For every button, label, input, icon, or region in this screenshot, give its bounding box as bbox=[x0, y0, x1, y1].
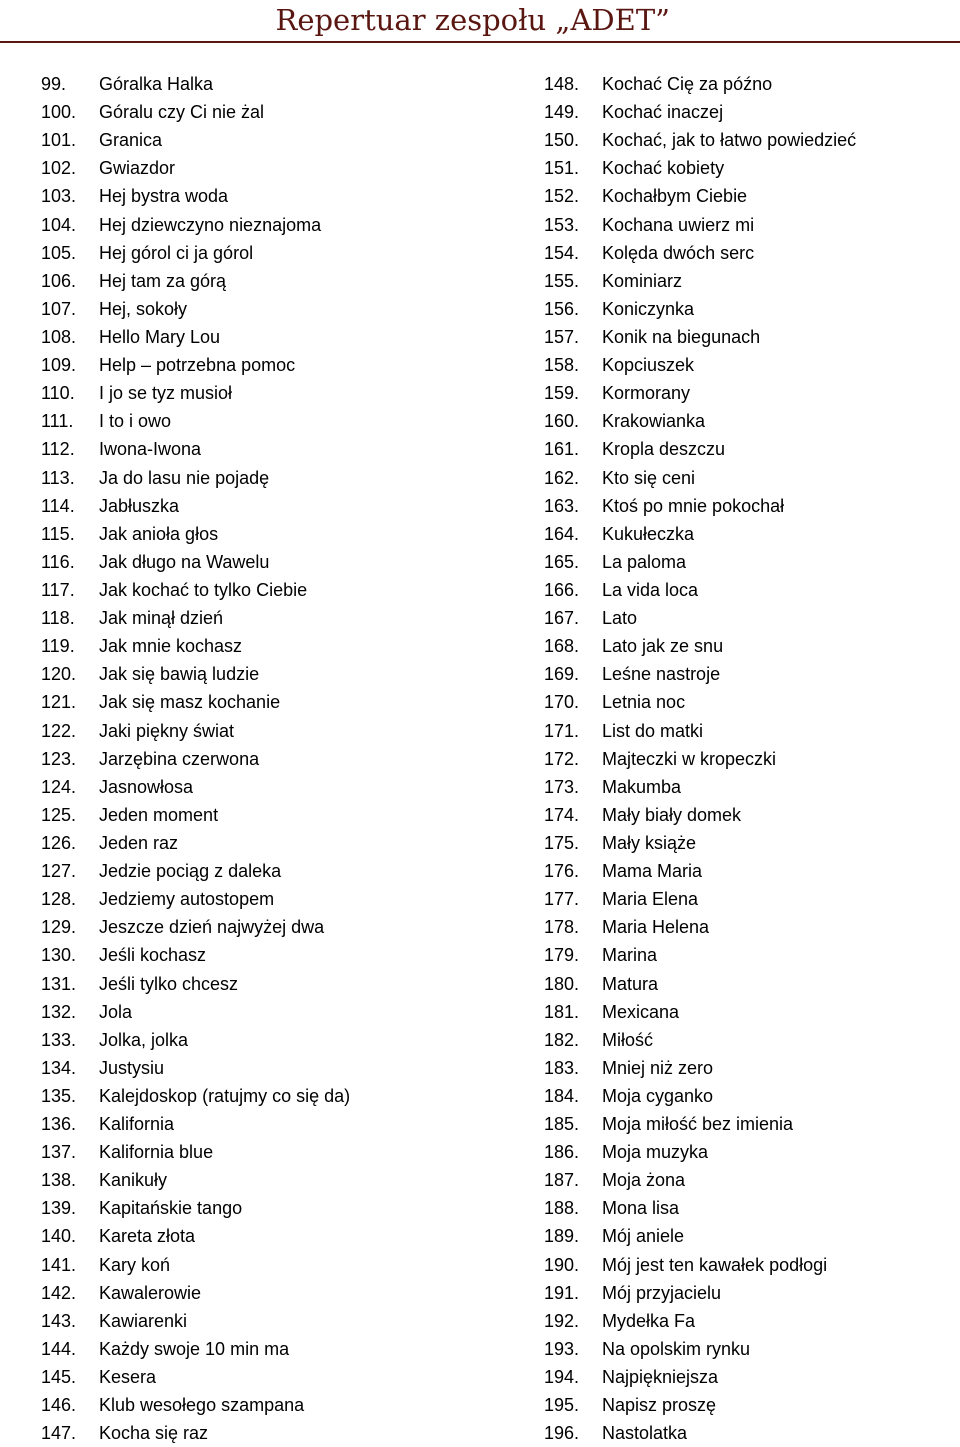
song-number: 171. bbox=[544, 720, 580, 741]
list-item bbox=[544, 1194, 856, 1222]
list-item bbox=[41, 745, 350, 773]
list-item bbox=[544, 857, 856, 885]
song-title: Miłość bbox=[602, 1029, 654, 1050]
song-title: Na opolskim rynku bbox=[602, 1338, 751, 1359]
song-number: 126. bbox=[41, 832, 77, 853]
song-title: Kary koń bbox=[99, 1254, 171, 1275]
list-item bbox=[41, 98, 350, 126]
song-title: Hej, sokoły bbox=[99, 298, 188, 319]
song-title: Majteczki w kropeczki bbox=[602, 748, 777, 769]
song-number: 138. bbox=[41, 1170, 77, 1191]
song-number: 166. bbox=[544, 579, 580, 600]
song-title: Konik na biegunach bbox=[602, 326, 761, 347]
song-number: 128. bbox=[41, 889, 77, 910]
list-item bbox=[544, 407, 856, 435]
song-title: Ja do lasu nie pojadę bbox=[99, 467, 270, 488]
song-number: 110. bbox=[41, 383, 75, 404]
song-title: Jak minął dzień bbox=[99, 608, 224, 629]
song-number: 99. bbox=[41, 74, 67, 94]
list-item bbox=[41, 717, 350, 745]
list-item bbox=[544, 576, 856, 604]
song-title: Hej górol ci ja górol bbox=[99, 242, 254, 263]
song-title: Kawiarenki bbox=[99, 1310, 188, 1331]
song-title: Góralka Halka bbox=[99, 74, 214, 94]
song-title: Hej dziewczyno nieznajoma bbox=[99, 214, 322, 235]
song-number: 151. bbox=[544, 158, 580, 179]
list-item bbox=[41, 688, 350, 716]
song-number: 140. bbox=[41, 1226, 77, 1247]
song-number: 172. bbox=[544, 748, 580, 769]
list-item bbox=[544, 435, 856, 463]
song-title: La vida loca bbox=[602, 579, 699, 600]
list-item bbox=[544, 98, 856, 126]
song-title: Lato bbox=[602, 608, 638, 629]
song-number: 167. bbox=[544, 608, 580, 629]
song-number: 154. bbox=[544, 242, 580, 263]
song-number: 139. bbox=[41, 1198, 77, 1219]
song-number: 165. bbox=[544, 551, 580, 572]
song-title: Leśne nastroje bbox=[602, 664, 721, 685]
song-number: 168. bbox=[544, 636, 580, 657]
list-item bbox=[544, 492, 856, 520]
song-number: 155. bbox=[544, 270, 580, 291]
list-item bbox=[544, 154, 856, 182]
song-title: Mój przyjacielu bbox=[602, 1282, 722, 1303]
list-item bbox=[41, 632, 350, 660]
list-item bbox=[544, 604, 856, 632]
song-number: 118. bbox=[41, 608, 75, 629]
list-item bbox=[41, 604, 350, 632]
song-title: I to i owo bbox=[99, 411, 172, 432]
list-item bbox=[544, 323, 856, 351]
list-item bbox=[41, 1194, 350, 1222]
song-number: 127. bbox=[41, 861, 77, 882]
list-item bbox=[41, 1251, 350, 1279]
song-number: 102. bbox=[41, 158, 77, 179]
song-title: Jedziemy autostopem bbox=[99, 889, 275, 910]
list-item bbox=[41, 492, 350, 520]
list-item bbox=[41, 1391, 350, 1419]
song-number: 144. bbox=[41, 1338, 77, 1359]
list-item bbox=[544, 1391, 856, 1419]
song-number: 149. bbox=[544, 102, 580, 123]
song-title: Granica bbox=[99, 130, 163, 151]
song-number: 131. bbox=[41, 973, 77, 994]
song-title: Maria Helena bbox=[602, 917, 710, 938]
song-number: 175. bbox=[544, 832, 580, 853]
song-title: Kawalerowie bbox=[99, 1282, 202, 1303]
page-title: Repertuar zespołu „ADET” bbox=[275, 3, 670, 37]
song-title: Klub wesołego szampana bbox=[99, 1395, 305, 1416]
song-title: Jak długo na Wawelu bbox=[99, 551, 270, 572]
list-item bbox=[41, 126, 350, 154]
list-item bbox=[544, 745, 856, 773]
list-item bbox=[544, 801, 856, 829]
song-number: 136. bbox=[41, 1114, 77, 1135]
song-title: Kanikuły bbox=[99, 1170, 168, 1191]
song-title: Mexicana bbox=[602, 1001, 680, 1022]
list-item bbox=[41, 295, 350, 323]
song-number: 183. bbox=[544, 1057, 580, 1078]
list-item bbox=[544, 520, 856, 548]
song-number: 130. bbox=[41, 945, 77, 966]
song-title: Mniej niż zero bbox=[602, 1057, 714, 1078]
song-number: 141. bbox=[41, 1254, 77, 1275]
song-title: Góralu czy Ci nie żal bbox=[99, 102, 265, 123]
song-title: Jolka, jolka bbox=[99, 1029, 189, 1050]
list-item bbox=[544, 632, 856, 660]
song-number: 145. bbox=[41, 1367, 77, 1388]
song-title: Kochać kobiety bbox=[602, 158, 725, 179]
song-number: 174. bbox=[544, 804, 580, 825]
song-title: Kalejdoskop (ratujmy co się da) bbox=[99, 1085, 351, 1106]
list-item bbox=[41, 464, 350, 492]
song-title: La paloma bbox=[602, 551, 687, 572]
list-item bbox=[41, 323, 350, 351]
list-item bbox=[544, 688, 856, 716]
song-number: 189. bbox=[544, 1226, 580, 1247]
song-title: Kormorany bbox=[602, 383, 691, 404]
song-number: 113. bbox=[41, 467, 75, 488]
list-item bbox=[41, 267, 350, 295]
list-item bbox=[41, 1419, 350, 1447]
list-item bbox=[41, 182, 350, 210]
song-list-right bbox=[544, 70, 856, 1447]
song-number: 153. bbox=[544, 214, 580, 235]
song-title: Marina bbox=[602, 945, 658, 966]
song-number: 124. bbox=[41, 776, 77, 797]
song-number: 115. bbox=[41, 523, 75, 544]
list-item bbox=[41, 913, 350, 941]
list-item bbox=[41, 1222, 350, 1250]
list-item bbox=[41, 351, 350, 379]
list-item bbox=[41, 379, 350, 407]
song-title: Moja żona bbox=[602, 1170, 686, 1191]
song-title: Jeśli tylko chcesz bbox=[99, 973, 239, 994]
song-number: 159. bbox=[544, 383, 580, 404]
song-number: 181. bbox=[544, 1001, 580, 1022]
list-item bbox=[544, 941, 856, 969]
song-title: Kropla deszczu bbox=[602, 439, 726, 460]
song-number: 116. bbox=[41, 551, 75, 572]
list-item bbox=[544, 970, 856, 998]
list-item bbox=[41, 801, 350, 829]
song-number: 195. bbox=[544, 1395, 580, 1416]
list-item bbox=[41, 1335, 350, 1363]
song-number: 196. bbox=[544, 1423, 580, 1444]
song-title: Gwiazdor bbox=[99, 158, 176, 179]
list-item bbox=[544, 379, 856, 407]
song-number: 187. bbox=[544, 1170, 580, 1191]
song-title: Nastolatka bbox=[602, 1423, 688, 1444]
song-number: 192. bbox=[544, 1310, 580, 1331]
list-item bbox=[544, 351, 856, 379]
song-title: Help – potrzebna pomoc bbox=[99, 355, 296, 376]
list-item bbox=[544, 182, 856, 210]
song-number: 112. bbox=[41, 439, 75, 460]
song-title: Jeden moment bbox=[99, 804, 219, 825]
list-item bbox=[544, 998, 856, 1026]
song-number: 143. bbox=[41, 1310, 77, 1331]
list-item bbox=[544, 1251, 856, 1279]
song-title: Kolęda dwóch serc bbox=[602, 242, 755, 263]
song-title: Moja muzyka bbox=[602, 1142, 709, 1163]
song-number: 120. bbox=[41, 664, 77, 685]
song-number: 158. bbox=[544, 355, 580, 376]
song-title: Kochać inaczej bbox=[602, 102, 724, 123]
list-item bbox=[41, 239, 350, 267]
list-item bbox=[544, 829, 856, 857]
list-item bbox=[41, 1166, 350, 1194]
song-title: Kapitańskie tango bbox=[99, 1198, 243, 1219]
list-item bbox=[41, 1026, 350, 1054]
song-number: 122. bbox=[41, 720, 77, 741]
list-item bbox=[41, 941, 350, 969]
song-number: 123. bbox=[41, 748, 77, 769]
list-item bbox=[41, 435, 350, 463]
song-number: 101. bbox=[41, 130, 77, 151]
song-number: 193. bbox=[544, 1338, 580, 1359]
song-number: 194. bbox=[544, 1367, 580, 1388]
song-number: 109. bbox=[41, 355, 77, 376]
song-number: 176. bbox=[544, 861, 580, 882]
song-title: Moja miłość bez imienia bbox=[602, 1114, 794, 1135]
song-number: 156. bbox=[544, 298, 580, 319]
song-title: Kalifornia blue bbox=[99, 1142, 214, 1163]
song-number: 129. bbox=[41, 917, 77, 938]
song-number: 161. bbox=[544, 439, 580, 460]
song-number: 135. bbox=[41, 1085, 77, 1106]
song-number: 105. bbox=[41, 242, 77, 263]
song-number: 137. bbox=[41, 1142, 77, 1163]
list-item bbox=[41, 660, 350, 688]
list-item bbox=[41, 211, 350, 239]
song-number: 107. bbox=[41, 298, 77, 319]
list-item bbox=[41, 773, 350, 801]
song-number: 185. bbox=[544, 1114, 580, 1135]
song-title: I jo se tyz musioł bbox=[99, 383, 233, 404]
list-item bbox=[41, 1363, 350, 1391]
song-number: 147. bbox=[41, 1423, 77, 1444]
song-title: Napisz proszę bbox=[602, 1395, 717, 1416]
song-title: Mój aniele bbox=[602, 1226, 685, 1247]
list-item bbox=[544, 1138, 856, 1166]
song-title: Makumba bbox=[602, 776, 682, 797]
song-title: Jedzie pociąg z daleka bbox=[99, 861, 282, 882]
list-item bbox=[544, 1279, 856, 1307]
song-title: Kalifornia bbox=[99, 1114, 175, 1135]
song-number: 100. bbox=[41, 102, 77, 123]
list-item bbox=[544, 1082, 856, 1110]
song-title: Kochana uwierz mi bbox=[602, 214, 755, 235]
song-title: Hej bystra woda bbox=[99, 186, 229, 207]
list-item bbox=[41, 1138, 350, 1166]
song-title: Jaki piękny świat bbox=[99, 720, 235, 741]
song-number: 182. bbox=[544, 1029, 580, 1050]
song-number: 119. bbox=[41, 636, 75, 657]
list-item bbox=[544, 1054, 856, 1082]
song-number: 178. bbox=[544, 917, 580, 938]
song-title: Lato jak ze snu bbox=[602, 636, 724, 657]
list-item bbox=[41, 548, 350, 576]
list-item bbox=[544, 239, 856, 267]
song-title: Jabłuszka bbox=[99, 495, 180, 516]
song-number: 190. bbox=[544, 1254, 580, 1275]
list-item bbox=[544, 267, 856, 295]
song-title: Mona lisa bbox=[602, 1198, 680, 1219]
song-number: 114. bbox=[41, 495, 75, 516]
list-item bbox=[41, 970, 350, 998]
song-title: Jak się masz kochanie bbox=[99, 692, 281, 713]
song-title: Kominiarz bbox=[602, 270, 683, 291]
song-title: Najpiękniejsza bbox=[602, 1367, 719, 1388]
song-number: 108. bbox=[41, 326, 77, 347]
list-item bbox=[41, 1279, 350, 1307]
song-number: 104. bbox=[41, 214, 77, 235]
song-title: Jasnowłosa bbox=[99, 776, 194, 797]
song-number: 163. bbox=[544, 495, 580, 516]
song-number: 179. bbox=[544, 945, 580, 966]
list-item bbox=[41, 520, 350, 548]
song-number: 160. bbox=[544, 411, 580, 432]
song-number: 188. bbox=[544, 1198, 580, 1219]
song-title: Moja cyganko bbox=[602, 1085, 714, 1106]
song-number: 169. bbox=[544, 664, 580, 685]
song-number: 162. bbox=[544, 467, 580, 488]
song-title: Matura bbox=[602, 973, 659, 994]
song-title: Kochać, jak to łatwo powiedzieć bbox=[602, 130, 857, 151]
list-item bbox=[544, 1222, 856, 1250]
header-divider bbox=[0, 41, 960, 43]
song-number: 133. bbox=[41, 1029, 77, 1050]
song-title: Kesera bbox=[99, 1367, 157, 1388]
song-title: Ktoś po mnie pokochał bbox=[602, 495, 785, 516]
list-item bbox=[41, 1054, 350, 1082]
song-number: 150. bbox=[544, 130, 580, 151]
song-title: Kto się ceni bbox=[602, 467, 696, 488]
song-number: 111. bbox=[41, 411, 74, 432]
list-item bbox=[544, 1026, 856, 1054]
song-title: Letnia noc bbox=[602, 692, 686, 713]
song-title: Jak się bawią ludzie bbox=[99, 664, 260, 685]
song-title: Jak anioła głos bbox=[99, 523, 219, 544]
list-item bbox=[41, 829, 350, 857]
song-title: Justysiu bbox=[99, 1057, 165, 1078]
song-number: 152. bbox=[544, 186, 580, 207]
song-number: 142. bbox=[41, 1282, 77, 1303]
song-title: Hej tam za górą bbox=[99, 270, 227, 291]
list-item bbox=[544, 913, 856, 941]
song-number: 103. bbox=[41, 186, 77, 207]
list-item bbox=[41, 885, 350, 913]
list-item bbox=[544, 548, 856, 576]
song-title: Hello Mary Lou bbox=[99, 326, 221, 347]
list-item bbox=[544, 464, 856, 492]
song-number: 173. bbox=[544, 776, 580, 797]
list-item bbox=[41, 1082, 350, 1110]
song-title: Jeden raz bbox=[99, 832, 179, 853]
song-title: Mały biały domek bbox=[602, 804, 742, 825]
song-number: 191. bbox=[544, 1282, 580, 1303]
song-number: 177. bbox=[544, 889, 580, 910]
list-item bbox=[41, 1110, 350, 1138]
list-item bbox=[544, 717, 856, 745]
list-item bbox=[544, 70, 856, 98]
song-title: Iwona-Iwona bbox=[99, 439, 202, 460]
song-title: Jola bbox=[99, 1001, 133, 1022]
list-item bbox=[544, 1363, 856, 1391]
song-title: Koniczynka bbox=[602, 298, 695, 319]
list-item bbox=[544, 211, 856, 239]
song-title: Jeszcze dzień najwyżej dwa bbox=[99, 917, 325, 938]
song-title: Mydełka Fa bbox=[602, 1310, 696, 1331]
song-title: Mój jest ten kawałek podłogi bbox=[602, 1254, 828, 1275]
song-title: Kochać Cię za późno bbox=[602, 74, 773, 94]
list-item bbox=[544, 660, 856, 688]
song-title: List do matki bbox=[602, 720, 704, 741]
list-item bbox=[41, 154, 350, 182]
list-item bbox=[41, 407, 350, 435]
song-number: 184. bbox=[544, 1085, 580, 1106]
song-number: 125. bbox=[41, 804, 77, 825]
song-title: Jarzębina czerwona bbox=[99, 748, 260, 769]
list-item bbox=[41, 998, 350, 1026]
list-item bbox=[544, 773, 856, 801]
song-number: 146. bbox=[41, 1395, 77, 1416]
song-title: Kopciuszek bbox=[602, 355, 695, 376]
song-number: 106. bbox=[41, 270, 77, 291]
song-list-left bbox=[41, 70, 350, 1447]
song-title: Kocha się raz bbox=[99, 1423, 209, 1444]
list-item bbox=[544, 126, 856, 154]
song-number: 180. bbox=[544, 973, 580, 994]
song-title: Kochałbym Ciebie bbox=[602, 186, 748, 207]
list-item bbox=[544, 1335, 856, 1363]
list-item bbox=[544, 885, 856, 913]
song-title: Mama Maria bbox=[602, 861, 703, 882]
list-item bbox=[41, 1307, 350, 1335]
list-item bbox=[41, 576, 350, 604]
list-item bbox=[544, 295, 856, 323]
list-item bbox=[544, 1419, 856, 1447]
song-number: 164. bbox=[544, 523, 580, 544]
song-number: 117. bbox=[41, 579, 75, 600]
song-title: Każdy swoje 10 min ma bbox=[99, 1338, 290, 1359]
list-item bbox=[544, 1110, 856, 1138]
song-number: 121. bbox=[41, 692, 77, 713]
song-title: Kukułeczka bbox=[602, 523, 695, 544]
song-number: 186. bbox=[544, 1142, 580, 1163]
song-number: 132. bbox=[41, 1001, 77, 1022]
song-title: Krakowianka bbox=[602, 411, 706, 432]
list-item bbox=[544, 1166, 856, 1194]
song-number: 134. bbox=[41, 1057, 77, 1078]
list-item bbox=[41, 70, 350, 98]
song-title: Jak mnie kochasz bbox=[99, 636, 243, 657]
song-title: Maria Elena bbox=[602, 889, 699, 910]
song-title: Jeśli kochasz bbox=[99, 945, 207, 966]
list-item bbox=[544, 1307, 856, 1335]
song-number: 157. bbox=[544, 326, 580, 347]
song-title: Kareta złota bbox=[99, 1226, 196, 1247]
list-item bbox=[41, 857, 350, 885]
song-number: 148. bbox=[544, 74, 580, 94]
song-title: Mały książe bbox=[602, 832, 697, 853]
song-title: Jak kochać to tylko Ciebie bbox=[99, 579, 308, 600]
song-number: 170. bbox=[544, 692, 580, 713]
